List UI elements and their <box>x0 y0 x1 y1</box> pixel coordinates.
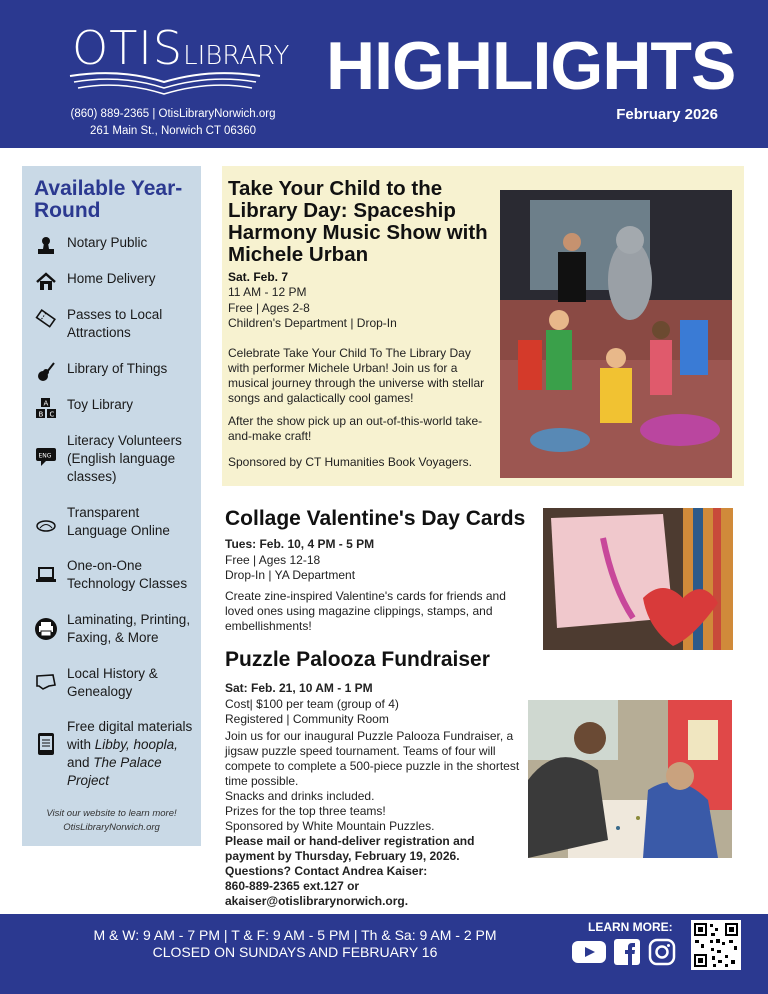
puzzle-questions: Questions? Contact Andrea Kaiser: <box>225 864 428 878</box>
printer-icon <box>34 617 58 641</box>
eng-chat-icon <box>34 444 58 468</box>
service-label: Transparent Language Online <box>67 505 170 538</box>
digital-label-palace: The Palace Project <box>67 755 162 788</box>
feature-event-title: Take Your Child to the Library Day: Spaceship Harmony Music Show with Michele Urban <box>228 177 488 266</box>
feature-event-date: Sat. Feb. 7 <box>228 270 289 284</box>
service-label: Laminating, Printing, Faxing, & More <box>67 612 191 645</box>
facebook-icon[interactable] <box>613 938 641 966</box>
music-show-photo <box>500 190 732 478</box>
svg-text:A: A <box>43 399 49 408</box>
puzzle-event-location: Registered | Community Room <box>225 712 389 726</box>
feature-event-after-show: After the show pick up an out-of-this-world take-and-make craft! <box>228 414 483 443</box>
puzzle-event-snacks: Snacks and drinks included. <box>225 789 375 803</box>
feature-event-card <box>222 166 744 486</box>
qr-code[interactable] <box>691 920 741 970</box>
sidebar-title: Available Year-Round <box>34 177 183 222</box>
library-logo[interactable] <box>60 18 290 103</box>
contact-phone-web: (860) 889-2365 | OtisLibraryNorwich.org <box>70 108 276 120</box>
puzzle-event-sponsor: Sponsored by White Mountain Puzzles. <box>225 819 435 833</box>
ticket-icon <box>34 306 58 330</box>
digital-label-prefix: Free digital materials with <box>67 719 193 752</box>
valentine-cards-photo <box>543 508 733 650</box>
sidebar-website-link[interactable]: OtisLibraryNorwich.org <box>63 822 160 833</box>
language-icon <box>34 514 58 538</box>
connecticut-map-icon <box>34 669 58 693</box>
ereader-icon <box>34 732 58 756</box>
puzzle-event-title: Puzzle Palooza Fundraiser <box>225 648 490 671</box>
puzzle-event-date: Sat: Feb. 21, 10 AM - 1 PM <box>225 681 373 695</box>
svg-text:C: C <box>49 410 55 419</box>
service-label: Library of Things <box>67 361 168 376</box>
service-label: Passes to Local Attractions <box>67 307 163 340</box>
service-label: Home Delivery <box>67 271 156 286</box>
services-sidebar <box>22 166 201 846</box>
issue-month: February 2026 <box>616 106 718 123</box>
valentine-event-audience: Free | Ages 12-18 <box>225 553 321 567</box>
page-footer <box>0 914 768 994</box>
service-label <box>67 718 197 790</box>
feature-event-description: Celebrate Take Your Child To The Library Day with performer Michele Urban! Join us for a musical journey through the universe with stellar songs and galactically cool games! <box>228 346 485 405</box>
valentine-event-description: Create zine-inspired Valentine's cards for friends and loved ones using magazine clippings, stamps, and embellishments! <box>225 589 506 633</box>
svg-text:B: B <box>38 410 44 419</box>
puzzle-event-cost: Cost| $100 per team (group of 4) <box>225 697 399 711</box>
puzzle-event-description: Join us for our inaugural Puzzle Palooza Fundraiser, a jigsaw puzzle speed tournament. Teams of four will compete to complete a 500-piece puzzle in the shortest time possible. <box>225 729 520 788</box>
sidebar-note: Visit our website to learn more! <box>46 808 177 819</box>
service-label: Notary Public <box>67 235 148 250</box>
instagram-icon[interactable] <box>648 938 676 966</box>
service-label: Local History & Genealogy <box>67 666 158 699</box>
laptop-icon <box>34 563 58 587</box>
digital-label-and: and <box>67 755 94 770</box>
open-book-icon <box>60 68 270 98</box>
library-hours: M & W: 9 AM - 7 PM | T & F: 9 AM - 5 PM | Th & Sa: 9 AM - 2 PM <box>93 927 497 943</box>
feature-event-sponsor: Sponsored by CT Humanities Book Voyagers. <box>228 455 472 469</box>
feature-event-audience: Free | Ages 2-8 <box>228 301 310 315</box>
home-delivery-icon <box>34 270 58 294</box>
valentine-event-date: Tues: Feb. 10, 4 PM - 5 PM <box>225 537 375 551</box>
valentine-event-title: Collage Valentine's Day Cards <box>225 507 526 530</box>
digital-label-libby-hoopla: Libby, hoopla, <box>94 737 178 752</box>
puzzle-registration-deadline: Please mail or hand-deliver registration and payment by Thursday, February 19, 2026. <box>225 834 475 863</box>
feature-event-location: Children's Department | Drop-In <box>228 316 397 330</box>
logo-main-text: OTIS <box>72 21 184 75</box>
page-title: HIGHLIGHTS <box>326 28 736 104</box>
service-label: One-on-One Technology Classes <box>67 558 188 591</box>
contact-address: 261 Main St., Norwich CT 06360 <box>90 125 256 137</box>
puzzle-palooza-photo <box>528 700 732 858</box>
guitar-icon <box>34 360 58 384</box>
service-label: Toy Library <box>67 397 134 412</box>
toy-blocks-icon <box>34 396 58 420</box>
closure-notice: CLOSED ON SUNDAYS AND FEBRUARY 16 <box>152 944 438 960</box>
puzzle-contact-email[interactable]: akaiser@otislibrarynorwich.org. <box>225 894 409 908</box>
svg-text:ENG: ENG <box>38 452 52 460</box>
page-header <box>0 0 768 148</box>
learn-more-label: LEARN MORE: <box>588 920 673 934</box>
notary-stamp-icon <box>34 234 58 258</box>
logo-sub-text: LIBRARY <box>183 41 290 71</box>
puzzle-event-prizes: Prizes for the top three teams! <box>225 804 386 818</box>
service-label: Literacy Volunteers (English language classes) <box>67 433 182 484</box>
feature-event-time: 11 AM - 12 PM <box>228 285 307 299</box>
puzzle-contact-phone: 860-889-2365 ext.127 or <box>225 879 360 893</box>
valentine-event-location: Drop-In | YA Department <box>225 568 356 582</box>
youtube-icon[interactable] <box>571 938 607 966</box>
